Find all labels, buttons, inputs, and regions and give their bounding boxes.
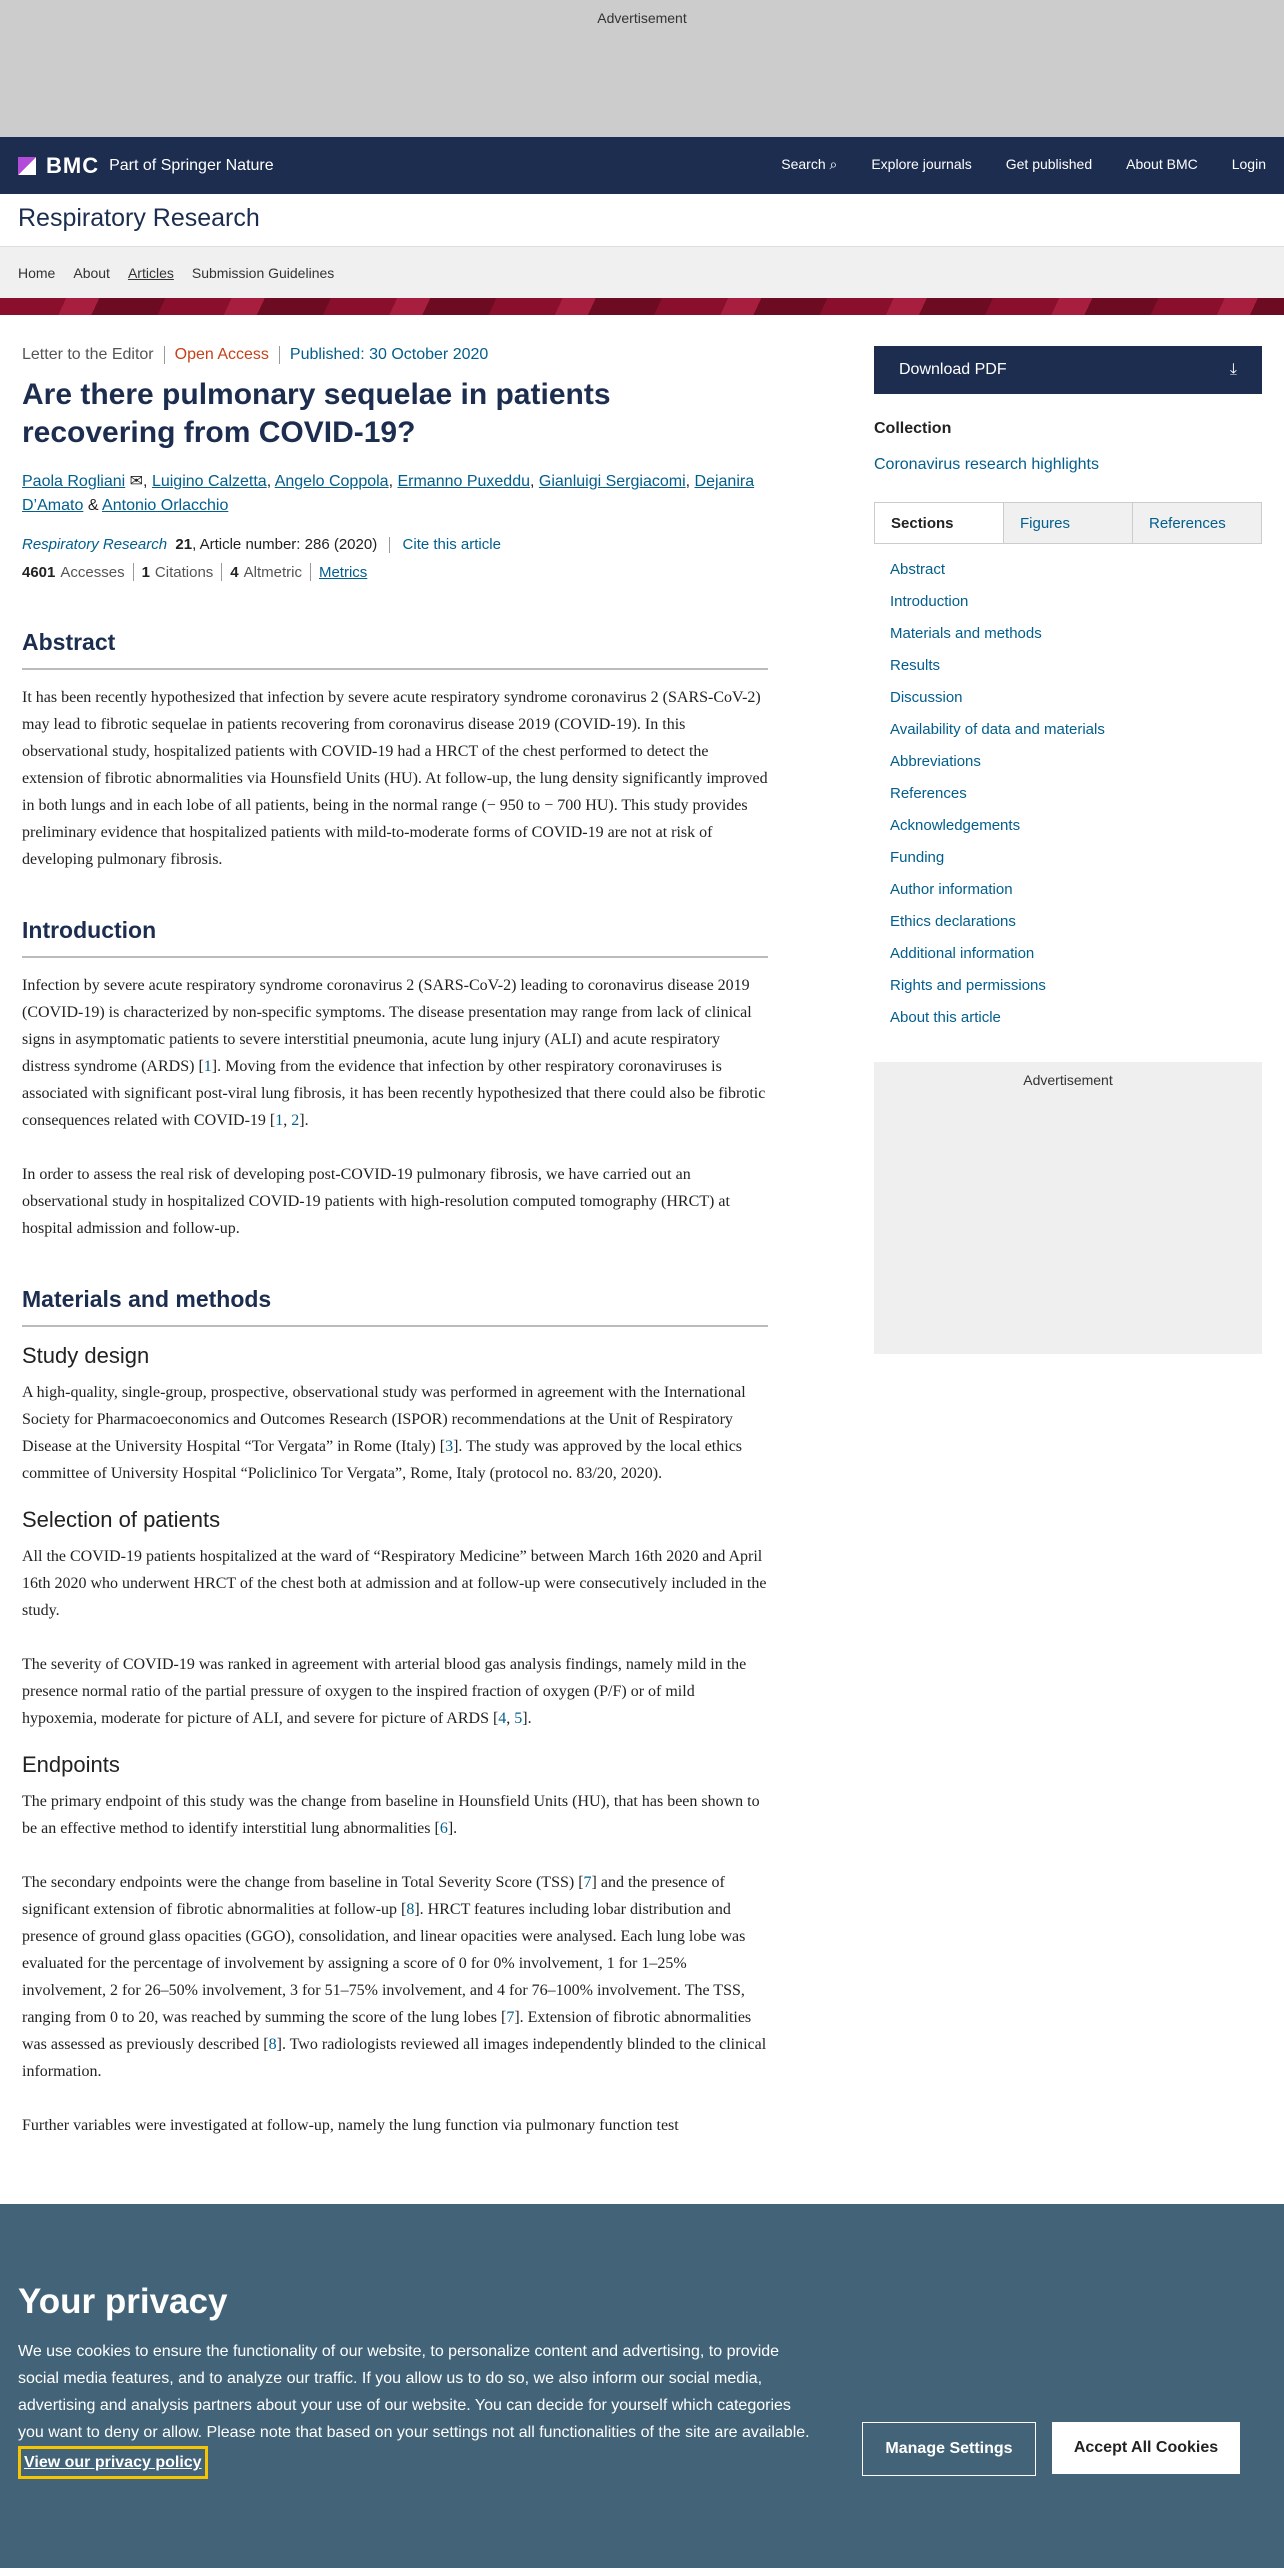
- author-link[interactable]: Paola Rogliani: [22, 473, 126, 490]
- author-link[interactable]: D’Amato: [22, 497, 84, 514]
- download-icon: ⤓: [1229, 361, 1237, 378]
- section-link[interactable]: Materials and methods: [890, 625, 1042, 642]
- subnav-submission-guidelines[interactable]: Submission Guidelines: [191, 265, 335, 281]
- tab-figures[interactable]: Figures: [1003, 503, 1132, 543]
- article-number: , Article number: 286 (2020): [192, 536, 378, 553]
- section-link[interactable]: Funding: [890, 849, 945, 866]
- article-main: [22, 330, 768, 2139]
- author-link[interactable]: Angelo Coppola: [274, 473, 389, 490]
- subsection-heading-selection: Selection of patients: [22, 1507, 221, 1533]
- author-list: Paola Rogliani ✉, Luigino Calzetta, Angelo Coppola, Ermanno Puxeddu, Gianluigi Sergiacomi, Dejanira D’Amato & Antonio Orlacchio: [22, 473, 755, 514]
- intro-paragraph: Infection by severe acute respiratory syndrome coronavirus 2 (SARS-CoV-2) leading to coronavirus disease 2019 (COVID-19) is characterized by non-specific symptoms. The disease presentation may range from lack of clinical signs in asymptomatic patients to severe interstitial pneumonia, acute lung injury (ALI) and acute respiratory distress syndrome (ARDS) [1]. Moving from the evidence that infection by other respiratory coronaviruses is associated with significant post-viral lung fibrosis, it has been recently hypothesized that there could also be fibrotic consequences related with COVID-19 [1, 2].: [22, 977, 766, 1130]
- privacy-title: Your privacy: [18, 2282, 228, 2321]
- journal-title[interactable]: Respiratory Research: [18, 204, 260, 232]
- article-type: Letter to the Editor: [22, 346, 154, 363]
- tab-references[interactable]: References: [1132, 503, 1261, 543]
- ref-link[interactable]: 6: [439, 1820, 448, 1838]
- site-header: [0, 137, 1284, 194]
- ref-link[interactable]: 2: [291, 1112, 300, 1130]
- ref-link[interactable]: 1: [275, 1112, 284, 1130]
- section-link[interactable]: Availability of data and materials: [890, 721, 1105, 738]
- top-advertisement: [0, 0, 1284, 137]
- decorative-banner: [0, 298, 1284, 315]
- selection-paragraph: The severity of COVID-19 was ranked in agreement with arterial blood gas analysis findings, namely mild in the presence normal ratio of the partial pressure of oxygen to the inspired fraction of oxygen (P/F) or of mild hypoxemia, moderate for picture of ALI, and severe for picture of ARDS [4, 5].: [22, 1656, 747, 1728]
- collection-heading: Collection: [874, 420, 952, 437]
- section-link[interactable]: Introduction: [890, 593, 969, 610]
- author-link[interactable]: Dejanira: [694, 473, 755, 490]
- author-and: &: [87, 497, 99, 514]
- section-link[interactable]: Abstract: [890, 561, 946, 578]
- ad-label: Advertisement: [1023, 1072, 1113, 1088]
- author-link[interactable]: Antonio Orlacchio: [102, 497, 229, 514]
- section-link[interactable]: References: [890, 785, 967, 802]
- nav-get-published[interactable]: Get published: [1005, 156, 1093, 172]
- sidebar-advertisement: [874, 1062, 1262, 1354]
- section-link[interactable]: Abbreviations: [890, 753, 981, 770]
- ref-link[interactable]: 8: [268, 2036, 277, 2054]
- ref-link[interactable]: 3: [445, 1438, 454, 1456]
- bmc-logo[interactable]: [18, 153, 274, 179]
- ref-link[interactable]: 7: [506, 2009, 515, 2027]
- journal-ref-link[interactable]: Respiratory Research: [22, 536, 168, 553]
- cite-this-article-link[interactable]: Cite this article: [402, 536, 501, 553]
- brand-name: BMC: [46, 153, 100, 178]
- design-paragraph: A high-quality, single-group, prospective, observational study was performed in agreement with the International Society for Pharmacoeconomics and Outcomes Research (ISPOR) recommendations at the Unit of Respiratory Disease at the University Hospital “Tor Vergata” in Rome (Italy) [3]. The study was approved by the local ethics committee of University Hospital “Policlinico Tor Vergata”, Rome, Italy (protocol no. 83/20, 2020).: [22, 1384, 746, 1483]
- ref-link[interactable]: 4: [498, 1710, 507, 1728]
- nav-explore-journals[interactable]: Explore journals: [871, 156, 972, 172]
- download-pdf-button[interactable]: [874, 346, 1262, 394]
- altmetric-label: Altmetric: [243, 563, 302, 581]
- ref-link[interactable]: 8: [406, 1901, 415, 1919]
- author-link[interactable]: Luigino Calzetta: [151, 473, 267, 490]
- author-link[interactable]: Gianluigi Sergiacomi: [538, 473, 686, 490]
- subsection-heading-study-design: Study design: [22, 1343, 150, 1369]
- privacy-policy-link[interactable]: View our privacy policy: [18, 2446, 208, 2479]
- sidebar: [874, 346, 1262, 1354]
- endpoints-paragraph: The primary endpoint of this study was the change from baseline in Hounsfield Units (HU), that has been shown to be an effective method to identify interstitial lung abnormalities [6].: [22, 1793, 760, 1838]
- cookie-consent-banner: [0, 2204, 1284, 2568]
- privacy-text: We use cookies to ensure the functionality of our website, to personalize content and advertising, to provide social media features, and to analyze our traffic. If you allow us to do so, we also inform our social media, advertising and analysis partners about your use of our website. You can decide for yourself which categories you want to deny or allow. Please note that based on your settings not all functionalities of the site are available. View our privacy policy: [18, 2338, 818, 2479]
- section-link[interactable]: Author information: [890, 881, 1013, 898]
- endpoints-paragraph: The secondary endpoints were the change from baseline in Total Severity Score (TSS) [7] and the presence of significant extension of fibrotic abnormalities at follow-up [8]. HRCT features including lobar distribution and presence of ground glass opacities (GGO), consolidation, and linear opacities were analysed. Each lung lobe was evaluated for the percentage of involvement by assigning a score of 0 for 0% involvement, 1 for 1–25% involvement, 2 for 26–50% involvement, 3 for 51–75% involvement, and 4 for 76–100% involvement. The TSS, ranging from 0 to 20, was reached by summing the score of the lung lobes [7]. Extension of fibrotic abnormalities was assessed as previously described [8]. Two radiologists reviewed all images independently blinded to the clinical information.: [22, 1874, 767, 2081]
- section-heading-abstract: Abstract: [22, 629, 768, 670]
- ref-link[interactable]: 5: [514, 1710, 523, 1728]
- altmetric-count: 4: [230, 563, 239, 581]
- section-link[interactable]: Additional information: [890, 945, 1035, 962]
- open-access-badge: Open Access: [174, 346, 269, 363]
- manage-settings-button[interactable]: Manage Settings: [862, 2422, 1036, 2476]
- nav-about-bmc[interactable]: About BMC: [1126, 156, 1198, 172]
- journal-nav: [0, 247, 1284, 298]
- subnav-articles[interactable]: Articles: [127, 265, 174, 281]
- article-title: Are there pulmonary sequelae in patients recovering from COVID-19?: [22, 378, 611, 449]
- sidebar-tabs: [874, 502, 1262, 544]
- subnav-home[interactable]: Home: [18, 265, 56, 281]
- ref-link[interactable]: 7: [583, 1874, 592, 1892]
- journal-header: [0, 194, 1284, 247]
- section-heading-methods: Materials and methods: [22, 1286, 768, 1327]
- article-meta: [22, 346, 768, 364]
- collection-link[interactable]: Coronavirus research highlights: [874, 456, 1099, 473]
- published-date: Published: 30 October 2020: [289, 346, 489, 363]
- accesses-count: 4601: [22, 563, 56, 581]
- volume: 21: [175, 536, 193, 553]
- nav-search[interactable]: Search ⌕: [781, 156, 838, 172]
- email-icon[interactable]: ✉: [129, 473, 144, 490]
- author-link[interactable]: Ermanno Puxeddu: [397, 473, 530, 490]
- section-link[interactable]: About this article: [890, 1009, 1001, 1026]
- section-link[interactable]: Ethics declarations: [890, 913, 1016, 930]
- citation-line: [22, 536, 768, 553]
- section-link[interactable]: Results: [890, 657, 941, 674]
- ref-link[interactable]: 1: [203, 1058, 212, 1076]
- brand-tagline: Part of Springer Nature: [109, 157, 274, 174]
- section-link[interactable]: Acknowledgements: [890, 817, 1021, 834]
- abstract-text: It has been recently hypothesized that infection by severe acute respiratory syndrome coronavirus 2 (SARS-CoV-2) may lead to fibrotic sequelae in patients recovering from coronavirus disease 2019 (COVID-19). In this observational study, hospitalized patients with COVID-19 had a HRCT of the chest performed to detect the extension of fibrotic abnormalities via Hounsfield Units (HU). At follow-up, the lung density significantly improved in both lungs and in each lobe of all patients, being in the normal range (− 950 to − 700 HU). This study provides preliminary evidence that hospitalized patients with mild-to-moderate forms of COVID-19 are not at risk of developing pulmonary fibrosis.: [22, 689, 768, 869]
- section-link[interactable]: Discussion: [890, 689, 963, 706]
- citations-count: 1: [141, 563, 150, 581]
- metrics-link[interactable]: Metrics: [318, 563, 368, 581]
- section-heading-introduction: Introduction: [22, 917, 768, 958]
- section-list: [874, 544, 1262, 1034]
- download-label: Download PDF: [899, 361, 1007, 378]
- article-metrics: [22, 563, 768, 581]
- subnav-about[interactable]: About: [73, 265, 110, 281]
- bmc-logo-icon: [18, 157, 36, 175]
- selection-paragraph: All the COVID-19 patients hospitalized at the ward of “Respiratory Medicine” between March 16th 2020 and April 16th 2020 who underwent HRCT of the chest both at admission and at follow-up were consecutively included in the study.: [22, 1548, 767, 1620]
- citations-label: Citations: [154, 563, 214, 581]
- tab-sections[interactable]: Sections: [875, 503, 1003, 543]
- section-link[interactable]: Rights and permissions: [890, 977, 1046, 994]
- further-paragraph: Further variables were investigated at follow-up, namely the lung function via pulmonary function test: [22, 2117, 679, 2135]
- content-fade: [0, 2180, 800, 2204]
- intro-paragraph: In order to assess the real risk of developing post-COVID-19 pulmonary fibrosis, we have carried out an observational study in hospitalized COVID-19 patients with high-resolution computed tomography (HRCT) at hospital admission and follow-up.: [22, 1166, 730, 1238]
- search-icon: ⌕: [829, 156, 838, 172]
- nav-login[interactable]: Login: [1231, 156, 1266, 172]
- accept-all-cookies-button[interactable]: Accept All Cookies: [1052, 2422, 1240, 2474]
- ad-label: Advertisement: [597, 10, 687, 26]
- subsection-heading-endpoints: Endpoints: [22, 1752, 120, 1778]
- accesses-label: Accesses: [60, 563, 125, 581]
